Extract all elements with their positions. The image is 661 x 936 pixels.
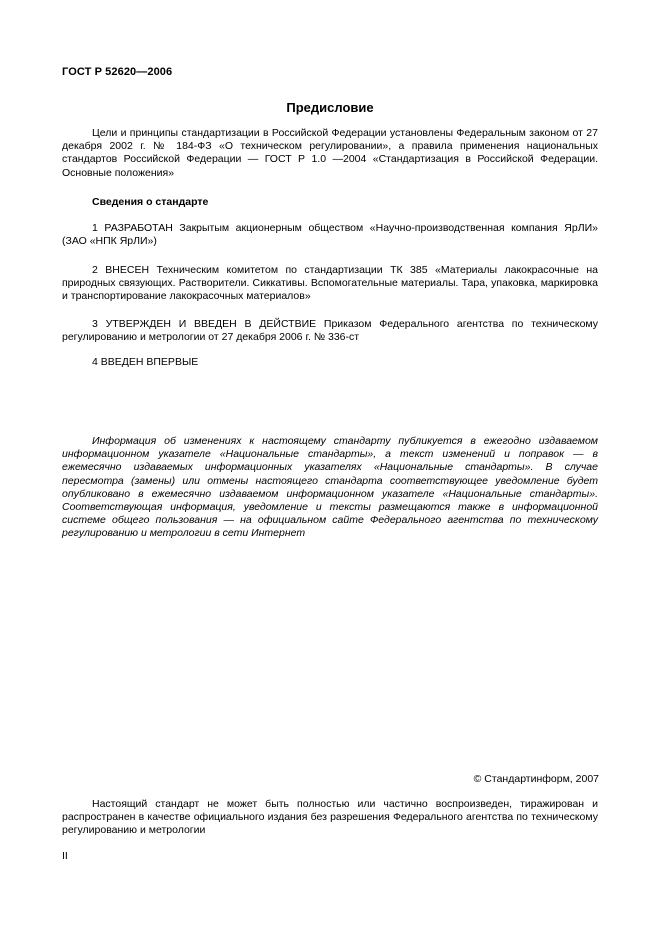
notice-paragraph: Информация об изменениях к настоящему стандарту публикуется в ежегодно издаваемом информационном указателе «Национальные стандарты», а текст изменений и поправок — в ежемесячно издаваемых информационных указателях «Национальные стандарты». В случае пересмотра (замены) или отмены настоящего стандарта соответствующее уведомление будет опубликовано в ежемесячно издаваемом информационном указателе «Национальные стандарты». Соответствующая информация, уведомление и тексты размещаются также в информационной системе общего пользования — на официальном сайте Федерального агентства по техническому регулированию и метрологии в сети Интернет — [62, 435, 598, 540]
item-first: 4 ВВЕДЕН ВПЕРВЫЕ — [92, 356, 199, 368]
item-approved: 3 УТВЕРЖДЕН И ВВЕДЕН В ДЕЙСТВИЕ Приказом Федерального агентства по техническому регулированию и метрологии от 27 декабря 2006 г. № 336-ст — [62, 318, 598, 344]
reproduction-notice: Настоящий стандарт не может быть полностью или частично воспроизведен, тиражирован и распространен в качестве официального издания без разрешения Федерального агентства по техническому регулированию и метрологии — [62, 798, 598, 837]
item-introduced: 2 ВНЕСЕН Техническим комитетом по стандартизации ТК 385 «Материалы лакокрасочные на природных связующих. Растворители. Сиккативы. Вспомогательные материалы. Тара, упаковка, маркировка и транспортирование лакокрасочных материалов» — [62, 264, 598, 303]
copyright: © Стандартинформ, 2007 — [473, 773, 599, 785]
page-title: Предисловие — [286, 100, 374, 115]
section-heading: Сведения о стандарте — [92, 196, 209, 208]
intro-paragraph: Цели и принципы стандартизации в Российской Федерации установлены Федеральным законом от 27 декабря 2002 г. № 184-ФЗ «О техническом регулировании», а правила применения национальных стандартов Российской Федерации — ГОСТ Р 1.0 —2004 «Стандартизация в Российской Федерации. Основные положения» — [62, 127, 598, 179]
page-number: II — [62, 850, 68, 862]
item-developed: 1 РАЗРАБОТАН Закрытым акционерным обществом «Научно-производственная компания ЯрЛИ» (ЗАО «НПК ЯрЛИ») — [62, 222, 598, 248]
document-code: ГОСТ Р 52620—2006 — [62, 66, 173, 78]
